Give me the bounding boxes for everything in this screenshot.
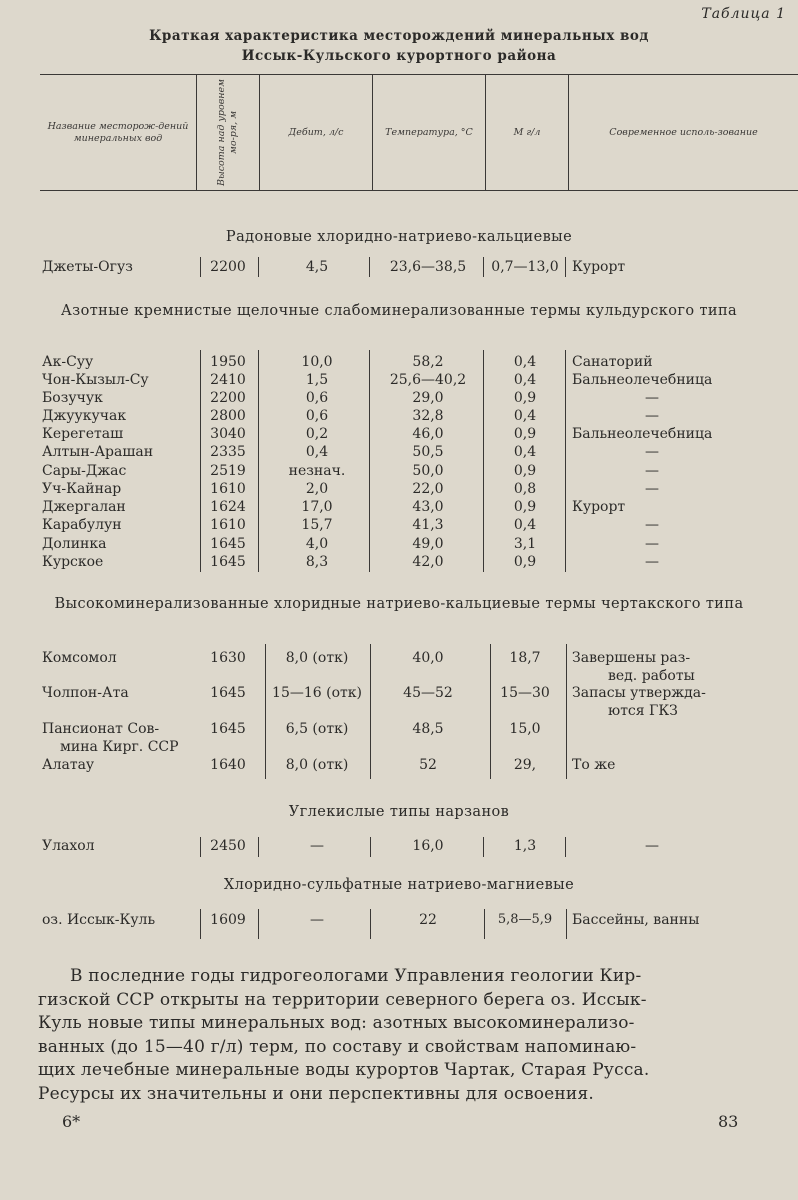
cell-usage: — xyxy=(645,536,659,552)
cell-usage: Курорт xyxy=(572,259,626,275)
column-rule xyxy=(370,909,371,939)
cell-name: Пансионат Сов- xyxy=(42,721,160,737)
cell-usage: То же xyxy=(572,757,616,773)
paragraph-line: ванных (до 15—40 г/л) терм, по составу и свойствам напоминаю- xyxy=(38,1036,637,1057)
cell-debit: 8,0 (отк) xyxy=(285,757,349,773)
cell-height: 1630 xyxy=(210,650,246,666)
cell-usage: Санаторий xyxy=(572,354,653,370)
cell-usage: — xyxy=(645,390,659,406)
section-title-high-mineralized: Высокоминерализованные хлоридные натриево-кальциевые термы чертакского типа xyxy=(54,596,744,612)
cell-height: 1609 xyxy=(210,912,246,928)
cell-height: 1645 xyxy=(210,685,246,701)
cell-name: Уч-Кайнар xyxy=(42,481,122,497)
column-rule xyxy=(370,837,371,857)
cell-height: 1610 xyxy=(210,517,246,533)
table-caption-line-1: Краткая характеристика месторождений минеральных вод xyxy=(149,28,649,44)
header-height: Высота над уровнем мо-ря, м xyxy=(216,79,239,187)
cell-usage: Завершены раз- xyxy=(572,650,691,666)
cell-name: Чон-Кызыл-Су xyxy=(42,372,149,388)
cell-mineralization: 0,9 xyxy=(513,499,537,515)
cell-usage: Бальнеолечебница xyxy=(572,372,713,388)
cell-height: 1645 xyxy=(210,536,246,552)
cell-temperature: 42,0 xyxy=(412,554,444,570)
cell-debit: 8,0 (отк) xyxy=(285,650,349,666)
header-mineralization: M г/л xyxy=(513,126,541,138)
header-name: Название месторож-дений минеральных вод xyxy=(47,120,189,144)
cell-debit: 8,3 xyxy=(305,554,329,570)
cell-name: Бозучук xyxy=(42,390,103,406)
table-row-continuation xyxy=(0,668,798,686)
cell-height: 1640 xyxy=(210,757,246,773)
cell-temperature: 29,0 xyxy=(412,390,444,406)
cell-height: 1645 xyxy=(210,721,246,737)
cell-usage: — xyxy=(645,463,659,479)
paragraph-line: щих лечебные минеральные воды курортов Чартак, Старая Русса. xyxy=(38,1060,650,1080)
table-row xyxy=(0,499,798,517)
cell-debit: 15—16 (отк) xyxy=(272,685,362,701)
cell-usage: Запасы утвержда- xyxy=(572,685,706,701)
cell-debit: незнач. xyxy=(288,463,346,479)
cell-temperature: 58,2 xyxy=(412,354,444,370)
cell-height: 2335 xyxy=(210,444,246,460)
cell-debit: 17,0 xyxy=(301,499,333,515)
column-rule xyxy=(483,837,484,857)
cell-debit: 1,5 xyxy=(305,372,329,388)
cell-height: 2450 xyxy=(210,838,246,854)
table-row xyxy=(0,426,798,444)
cell-mineralization: 5,8—5,9 xyxy=(497,912,553,927)
cell-temperature: 50,0 xyxy=(412,463,444,479)
table-row xyxy=(0,685,798,703)
table-row xyxy=(0,650,798,668)
paragraph-line: Куль новые типы минеральных вод: азотных высокоминерализо- xyxy=(38,1013,635,1033)
header-usage: Современное исполь-зование xyxy=(609,126,758,138)
cell-temperature: 22,0 xyxy=(412,481,444,497)
cell-mineralization: 0,9 xyxy=(513,390,537,406)
cell-temperature: 41,3 xyxy=(412,517,444,533)
cell-debit: 0,2 xyxy=(305,426,329,442)
cell-mineralization: 0,9 xyxy=(513,426,537,442)
column-rule xyxy=(258,837,259,857)
paragraph-line: В последние годы гидрогеологами Управления геологии Кир- xyxy=(70,966,642,986)
cell-usage: — xyxy=(645,517,659,533)
table-row xyxy=(0,372,798,390)
cell-mineralization: 0,4 xyxy=(513,408,537,424)
table-row xyxy=(0,259,798,277)
cell-name: оз. Иссык-Куль xyxy=(42,912,156,928)
cell-debit: 15,7 xyxy=(301,517,333,533)
column-rule xyxy=(258,909,259,939)
table-row xyxy=(0,390,798,408)
paragraph-line: Ресурсы их значительны и они перспективны для освоения. xyxy=(38,1083,594,1104)
cell-name: Комсомол xyxy=(42,650,117,666)
cell-temperature: 49,0 xyxy=(412,536,444,552)
cell-debit: 6,5 (отк) xyxy=(285,721,349,737)
cell-temperature: 50,5 xyxy=(412,444,444,460)
table-header xyxy=(40,75,798,190)
cell-mineralization: 0,7—13,0 xyxy=(491,259,559,275)
cell-debit: — xyxy=(310,912,324,928)
cell-name: Долинка xyxy=(42,536,107,552)
cell-name-continued: мина Кирг. ССР xyxy=(60,739,179,755)
cell-temperature: 23,6—38,5 xyxy=(389,259,467,275)
cell-name: Алтын-Арашан xyxy=(42,444,154,460)
cell-height: 2200 xyxy=(210,259,246,275)
cell-height: 3040 xyxy=(210,426,246,442)
cell-debit: 2,0 xyxy=(305,481,329,497)
cell-temperature: 46,0 xyxy=(412,426,444,442)
cell-name: Сары-Джас xyxy=(42,463,127,479)
cell-name: Карабулун xyxy=(42,517,122,533)
cell-mineralization: 15—30 xyxy=(500,685,550,701)
cell-height: 1950 xyxy=(210,354,246,370)
column-rule xyxy=(258,257,259,277)
cell-mineralization: 3,1 xyxy=(513,536,537,552)
table-row xyxy=(0,912,798,930)
table-row xyxy=(0,408,798,426)
paragraph-line: гизской ССР открыты на территории северного берега оз. Иссык- xyxy=(38,989,647,1010)
cell-mineralization: 0,9 xyxy=(513,554,537,570)
table-row xyxy=(0,838,798,856)
cell-debit: 0,6 xyxy=(305,390,329,406)
header-height-cell xyxy=(197,75,259,190)
cell-usage: Бальнеолечебница xyxy=(572,426,713,442)
table-row xyxy=(0,721,798,739)
cell-height: 2200 xyxy=(210,390,246,406)
column-rule xyxy=(484,909,485,939)
cell-name: Ак-Суу xyxy=(42,354,94,370)
table-row-continuation xyxy=(0,739,798,757)
column-rule xyxy=(565,837,566,857)
cell-temperature: 43,0 xyxy=(412,499,444,515)
cell-height: 1645 xyxy=(210,554,246,570)
table-row xyxy=(0,354,798,372)
cell-name: Улахол xyxy=(42,838,95,854)
cell-usage: Курорт xyxy=(572,499,626,515)
cell-usage-continued: вед. работы xyxy=(608,668,695,684)
cell-name: Джеты-Огуз xyxy=(42,259,133,275)
cell-usage-continued: ются ГКЗ xyxy=(608,703,678,719)
cell-debit: 4,0 xyxy=(305,536,329,552)
cell-name: Керегеташ xyxy=(42,426,124,442)
cell-debit: 10,0 xyxy=(301,354,333,370)
column-rule xyxy=(565,257,566,277)
table-row xyxy=(0,517,798,535)
table-row xyxy=(0,757,798,775)
cell-temperature: 16,0 xyxy=(412,838,444,854)
signature-mark: 6* xyxy=(62,1112,81,1131)
body-paragraph xyxy=(38,965,738,1106)
cell-temperature: 25,6—40,2 xyxy=(389,372,467,388)
cell-height: 1610 xyxy=(210,481,246,497)
cell-mineralization: 1,3 xyxy=(513,838,537,854)
table-row xyxy=(0,536,798,554)
table-row xyxy=(0,481,798,499)
column-rule xyxy=(200,257,201,277)
table-row-continuation xyxy=(0,703,798,721)
cell-mineralization: 15,0 xyxy=(509,721,541,737)
header-temperature: Температура, °С xyxy=(385,126,473,138)
cell-usage: — xyxy=(645,481,659,497)
cell-name: Курское xyxy=(42,554,104,570)
header-debit: Дебит, л/с xyxy=(288,126,344,138)
cell-usage: Бассейны, ванны xyxy=(572,912,700,928)
header-bottom-rule xyxy=(40,190,798,191)
cell-temperature: 22 xyxy=(419,912,437,928)
cell-temperature: 48,5 xyxy=(412,721,444,737)
cell-temperature: 40,0 xyxy=(412,650,444,666)
cell-usage: — xyxy=(645,838,659,854)
cell-mineralization: 0,4 xyxy=(513,372,537,388)
cell-usage: — xyxy=(645,444,659,460)
cell-temperature: 45—52 xyxy=(403,685,453,701)
cell-debit: 0,4 xyxy=(305,444,329,460)
section-title-carbonic: Углекислые типы нарзанов xyxy=(288,804,510,820)
cell-name: Чолпон-Ата xyxy=(42,685,129,701)
cell-name: Алатау xyxy=(42,757,95,773)
column-rule xyxy=(566,909,567,939)
cell-debit: 4,5 xyxy=(305,259,329,275)
cell-mineralization: 0,9 xyxy=(513,463,537,479)
cell-temperature: 52 xyxy=(419,757,437,773)
cell-mineralization: 18,7 xyxy=(509,650,541,666)
cell-height: 2410 xyxy=(210,372,246,388)
table-row xyxy=(0,444,798,462)
section-title-radon: Радоновые хлоридно-натриево-кальциевые xyxy=(225,229,573,245)
cell-name: Джергалан xyxy=(42,499,126,515)
cell-height: 2800 xyxy=(210,408,246,424)
column-rule xyxy=(200,837,201,857)
cell-mineralization: 0,4 xyxy=(513,354,537,370)
cell-mineralization: 0,8 xyxy=(513,481,537,497)
cell-usage: — xyxy=(645,554,659,570)
cell-mineralization: 0,4 xyxy=(513,444,537,460)
table-row xyxy=(0,554,798,572)
cell-mineralization: 29, xyxy=(513,757,537,773)
table-label: Таблица 1 xyxy=(701,6,786,22)
cell-usage: — xyxy=(645,408,659,424)
cell-height: 1624 xyxy=(210,499,246,515)
column-rule xyxy=(483,257,484,277)
page-number: 83 xyxy=(718,1112,739,1131)
cell-debit: 0,6 xyxy=(305,408,329,424)
column-rule xyxy=(200,909,201,939)
section-title-sulfate: Хлоридно-сульфатные натриево-магниевые xyxy=(223,877,575,893)
table-row xyxy=(0,463,798,481)
cell-height: 2519 xyxy=(210,463,246,479)
column-rule xyxy=(369,257,370,277)
cell-temperature: 32,8 xyxy=(412,408,444,424)
cell-name: Джуукучак xyxy=(42,408,127,424)
cell-debit: — xyxy=(310,838,324,854)
cell-mineralization: 0,4 xyxy=(513,517,537,533)
table-caption-line-2: Иссык-Кульского курортного района xyxy=(241,48,557,64)
section-title-nitrogen: Азотные кремнистые щелочные слабоминерализованные термы кульдурского типа xyxy=(60,303,738,319)
